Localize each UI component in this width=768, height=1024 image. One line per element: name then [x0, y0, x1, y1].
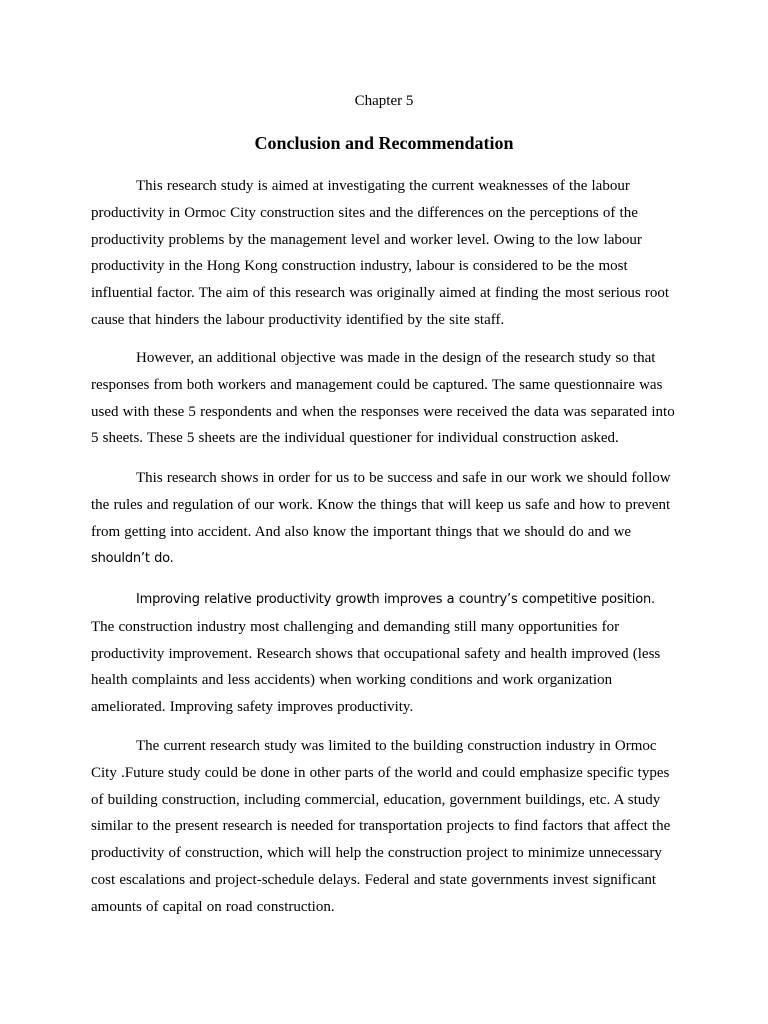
paragraph-3-alt-font-text: shouldn’t do. — [91, 551, 174, 567]
paragraph-3-text: This research shows in order for us to be success and safe in our work we should follow the rules and regulation of our work. Know the things that will keep us safe and how to prevent from getting into accident. And also know the important things that we should do and we — [91, 470, 671, 540]
chapter-title: Conclusion and Recommendation — [254, 133, 514, 153]
paragraph-3 — [91, 465, 677, 573]
paragraph-4-text: The construction industry most challenging and demanding still many opportunities for productivity improvement. Research shows that occupational safety and health improved (less health complaints and less accidents) when working conditions and work organization ameliorated. Improving safety improves productivity. — [91, 618, 661, 716]
paragraph-2: However, an additional objective was made in the design of the research study so that responses from both workers and management could be captured. The same questionnaire was used with these 5 respondents and when the responses were received the data was separated into 5 sheets. These 5 sheets are the individual questioner for individual construction asked. — [91, 350, 675, 447]
paragraph-1: This research study is aimed at investigating the current weaknesses of the labour productivity in Ormoc City construction sites and the differences on the perceptions of the productivity problems by the management level and worker level. Owing to the low labour productivity in the Hong Kong construction industry, labour is considered to be the most influential factor. The aim of this research was originally aimed at finding the most serious root cause that hinders the labour productivity identified by the site staff. — [91, 178, 670, 328]
paragraph-5: The current research study was limited to the building construction industry in Ormoc City .Future study could be done in other parts of the world and could emphasize specific types of building construction, including commercial, education, government buildings, etc. A study similar to the present research is needed for transportation projects to find factors that affect the productivity of construction, which will help the construction project to minimize unnecessary cost escalations and project-schedule delays. Federal and state governments invest significant amounts of capital on road construction. — [91, 738, 671, 915]
chapter-label: Chapter 5 — [354, 93, 414, 109]
paragraph-4-alt-font-text: Improving relative productivity growth improves a country’s competitive position. — [136, 592, 655, 607]
paragraph-4 — [91, 586, 677, 721]
